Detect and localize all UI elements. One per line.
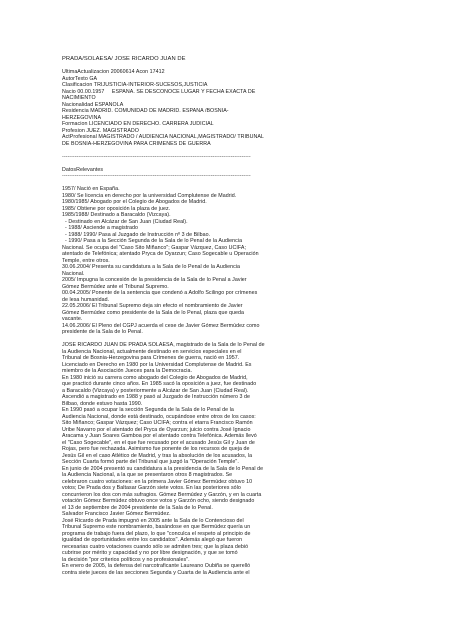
relevant-data-line: atentado de Telefónica; atentado Pryca de Oyarzun; Caso Sogecable u Operación — [62, 251, 259, 257]
document-title: PRADA/SOLAESA/ JOSE RICARDO JUAN DE — [62, 56, 186, 62]
relevant-data-line: 22.05.2006/ El Tribunal Supremo deja sin efecto el nombramiento de Javier — [62, 303, 243, 309]
metadata-line: Nacionalidad ESPAÑOLA — [62, 101, 124, 108]
relevant-data-line: 1980/1985/ Abogado por el Colegio de Abogados de Madrid. — [62, 199, 207, 205]
relevant-data-line: - 1988/ 1990/ Pasa al Juzgado de Instrucción nº 3 de Bilbao. — [62, 231, 211, 238]
metadata-line: Formacion LICENCIADO EN DERECHO. CARRERA JUDICIAL — [62, 121, 214, 127]
section-heading: DatosRelevantes — [62, 166, 104, 173]
biography-line: José Ricardo de Prada impugnó en 2005 ante la Sala de lo Contencioso del — [62, 517, 244, 524]
biography-line: En junio de 2004 presentó su candidatura a la presidencia de la Sala de lo Penal de — [62, 465, 264, 472]
relevant-data-line: 1985/ Obtiene por oposición la plaza de juez. — [62, 205, 171, 212]
biography-line: Tribunal de Bosnia-Herzegovina para Crímenes de guerra, nació en 1957. — [62, 355, 240, 361]
biography-line: necesarias cuatro votaciones cuando sólo se admiten tres; que la plaza debió — [62, 543, 249, 550]
biography-line: Uribe Navarro por el atentado del Pryca de Oyarzun; juicio contra José Ignacio — [62, 426, 251, 433]
relevant-data-line: 30.06.2004/ Presenta su candidatura a la Sala de lo Penal de la Audiencia — [62, 264, 240, 270]
document-page — [62, 56, 422, 576]
biography-line: Salvador Francisco Javier Gómez Bermúdez. — [62, 511, 171, 517]
relevant-data-line: 1957/ Nació en España. — [62, 186, 120, 192]
relevant-data-line: 1985/1988/ Destinado a Baracaldo (Vizcaya). — [62, 212, 171, 218]
metadata-line: Residencia MADRID. COMUNIDAD DE MADRID. ESPAÑA /BOSNIA- — [62, 108, 229, 114]
biography-line: el 13 de septiembre de 2004 presidente de la Sala de lo Penal. — [62, 504, 213, 511]
relevant-data-line: presidente de la Sala de lo Penal. — [62, 329, 143, 335]
metadata-line: AutorTexto GA — [62, 75, 98, 82]
biography-line: el "Caso Sogecable", en el que fue recusado por el acusado Jesús Gil y Juan de — [62, 439, 255, 446]
relevant-data-line: Gómez Bermúdez como presidente de la Sala de lo Penal, plaza que queda — [62, 309, 244, 316]
biography-line: votación Gómez Bermúdez obtuvo once votos y Garzón ocho, siendo designado — [62, 498, 255, 504]
biography-line: Aracama y Juan Soares Gamboa por el atentado contra Telefónica. Además llevó — [62, 433, 257, 439]
biography-line: Licenciado en Derecho en 1980 por la Universidad Complutense de Madrid. Es — [62, 361, 252, 368]
biography-line: En enero de 2005, la defensa del narcotraficante Laureano Oubiña se querelló — [62, 563, 251, 569]
biography-line: contra siete jueces de las secciones Segunda y Cuarta de la Audiencia ante el — [62, 569, 250, 576]
metadata-line: ActProfesional MAGISTRADO / AUDIENCIA NACIONAL,MAGISTRADO/ TRIBUNAL — [62, 134, 264, 140]
relevant-data-line: - 1988/ Asciende a magistrado — [62, 225, 139, 231]
biography-line: JOSE RICARDO JUAN DE PRADA SOLAESA, magistrado de la Sala de lo Penal de — [62, 342, 265, 348]
metadata-line: HERZEGOVINA — [62, 114, 102, 121]
biography-line: miembro de la Asociación Jueces para la Democracia. — [62, 368, 193, 374]
divider-line: -------------------------------------------------------------------------------------------------------- — [62, 173, 251, 179]
biography-line: programa de trabajo fuera del plazo, lo que "conculca el respeto al principio de — [62, 530, 251, 537]
biography-line: concurrieron los dos con más sufragios. Gómez Bermúdez y Garzón, y en la cuarta — [62, 491, 262, 498]
biography-line: cubrirse por mérito y capacidad y no por libre designación, y que se tomó — [62, 550, 238, 556]
biography-line: que practicó durante cinco años. En 1985 sacó la oposición a juez, fue destinado — [62, 381, 257, 387]
biography-line: la decisión "por criterios políticos y no profesionales". — [62, 556, 190, 563]
relevant-data-line: 14.06.2006/ El Pleno del CGPJ acuerda el cese de Javier Gómez Bermúdez como — [62, 322, 260, 329]
metadata-line: Profesion JUEZ. MAGISTRADO — [62, 127, 139, 134]
biography-line: Sito Miñanco; Gaspar Vázquez; Caso UCIFA; contra el etarra Francisco Ramón — [62, 420, 253, 426]
relevant-data-line: Nacional. Se ocupa del "Caso Sito Miñanco"; Gaspar Vázquez, Caso UCIFA; — [62, 244, 246, 251]
relevant-data-block — [62, 186, 422, 336]
biography-line: a Baracaldo (Vizcaya) y posteriormente a Alcázar de San Juan (Ciudad Real). — [62, 387, 249, 394]
relevant-data-line: Gómez Bermúdez ante el Tribunal Supremo. — [62, 283, 169, 290]
relevant-data-line: - 1990/ Pasa a la Sección Segunda de la Sala de lo Penal de la Audiencia — [62, 238, 243, 244]
biography-line: Tribunal Supremo este nombramiento, basándose en que Bermúdez quería un — [62, 524, 251, 530]
biography-line: igualdad de oportunidades entre los candidatos". Además alegó que fueron — [62, 537, 243, 543]
biography-line: votos; De Prada dos y Baltasar Garzón siete votos. En las posteriores sólo — [62, 485, 241, 491]
metadata-block — [62, 69, 422, 147]
relevant-data-line: - Destinado en Alcázar de San Juan (Ciudad Real). — [62, 218, 188, 225]
biography-line: celebraron cuatro votaciones: en la primera Javier Gómez Bermúdez obtuvo 10 — [62, 478, 253, 485]
biography-line: En 1990 pasó a ocupar la sección Segunda de la Sala de lo Penal de la — [62, 407, 234, 413]
biography-line: la Audiencia Nacional, actualmente destinado en servicios especiales en el — [62, 348, 242, 355]
metadata-line: Clasificacion TRIJUSTICIA-INTERIOR-SUCESOS,JUSTICIA — [62, 82, 208, 88]
metadata-line: UltimaActualizacion 20060614 Acon 17412 — [62, 69, 165, 75]
biography-line: la Audiencia Nacional, a la que se presentaron otros 8 magistrados. Se — [62, 472, 233, 478]
relevant-data-line: vacante. — [62, 316, 83, 322]
relevant-data-line: Temple, entre otros. — [62, 257, 110, 264]
metadata-line: DE BOSNIA-HERZEGOVINA PARA CRIMENES DE GUERRA — [62, 140, 211, 147]
relevant-data-line: 00.04.2005/ Ponente de la sentencia que condenó a Adolfo Scilingo por crímenes — [62, 290, 258, 296]
relevant-data-line: de lesa humanidad. — [62, 296, 110, 303]
biography-line: Audiencia Nacional, donde está destinado, ocupándose entre otros de los casos: — [62, 413, 256, 420]
biography-block — [62, 342, 422, 576]
metadata-line: NACIMIENTO — [62, 95, 96, 101]
relevant-data-line: Nacional. — [62, 270, 85, 277]
relevant-data-line: 1980/ Se licencia en derecho por la universidad Complutense de Madrid. — [62, 192, 237, 199]
biography-line: Ascendió a magistrado en 1988 y pasó al Juzgado de Instrucción número 3 de — [62, 394, 251, 400]
biography-line: Sección Cuarta formó parte del Tribunal que juzgó la "Operación Temple". — [62, 459, 239, 465]
divider-line: -------------------------------------------------------------------------------------------------------- — [62, 153, 251, 160]
biography-line: Rojas, pero fue rechazada. Asimismo fue ponente de los recursos de queja de — [62, 446, 250, 452]
metadata-line: Nacio 00.00.1957 ESPAÑA. SE DESCONOCE LUGAR Y FECHA EXACTA DE — [62, 88, 256, 95]
biography-line: Bilbao, donde estuvo hasta 1990. — [62, 400, 143, 407]
relevant-data-line: 2005/ Impugna la concesión de la presidencia de la Sala de lo Penal a Javier — [62, 277, 247, 283]
biography-line: Jesús Gil en el caso Atlético de Madrid, y tras la absolución de los acusados, la — [62, 452, 253, 459]
biography-line: En 1980 inició su carrera como abogado del Colegio de Abogados de Madrid, — [62, 374, 248, 381]
